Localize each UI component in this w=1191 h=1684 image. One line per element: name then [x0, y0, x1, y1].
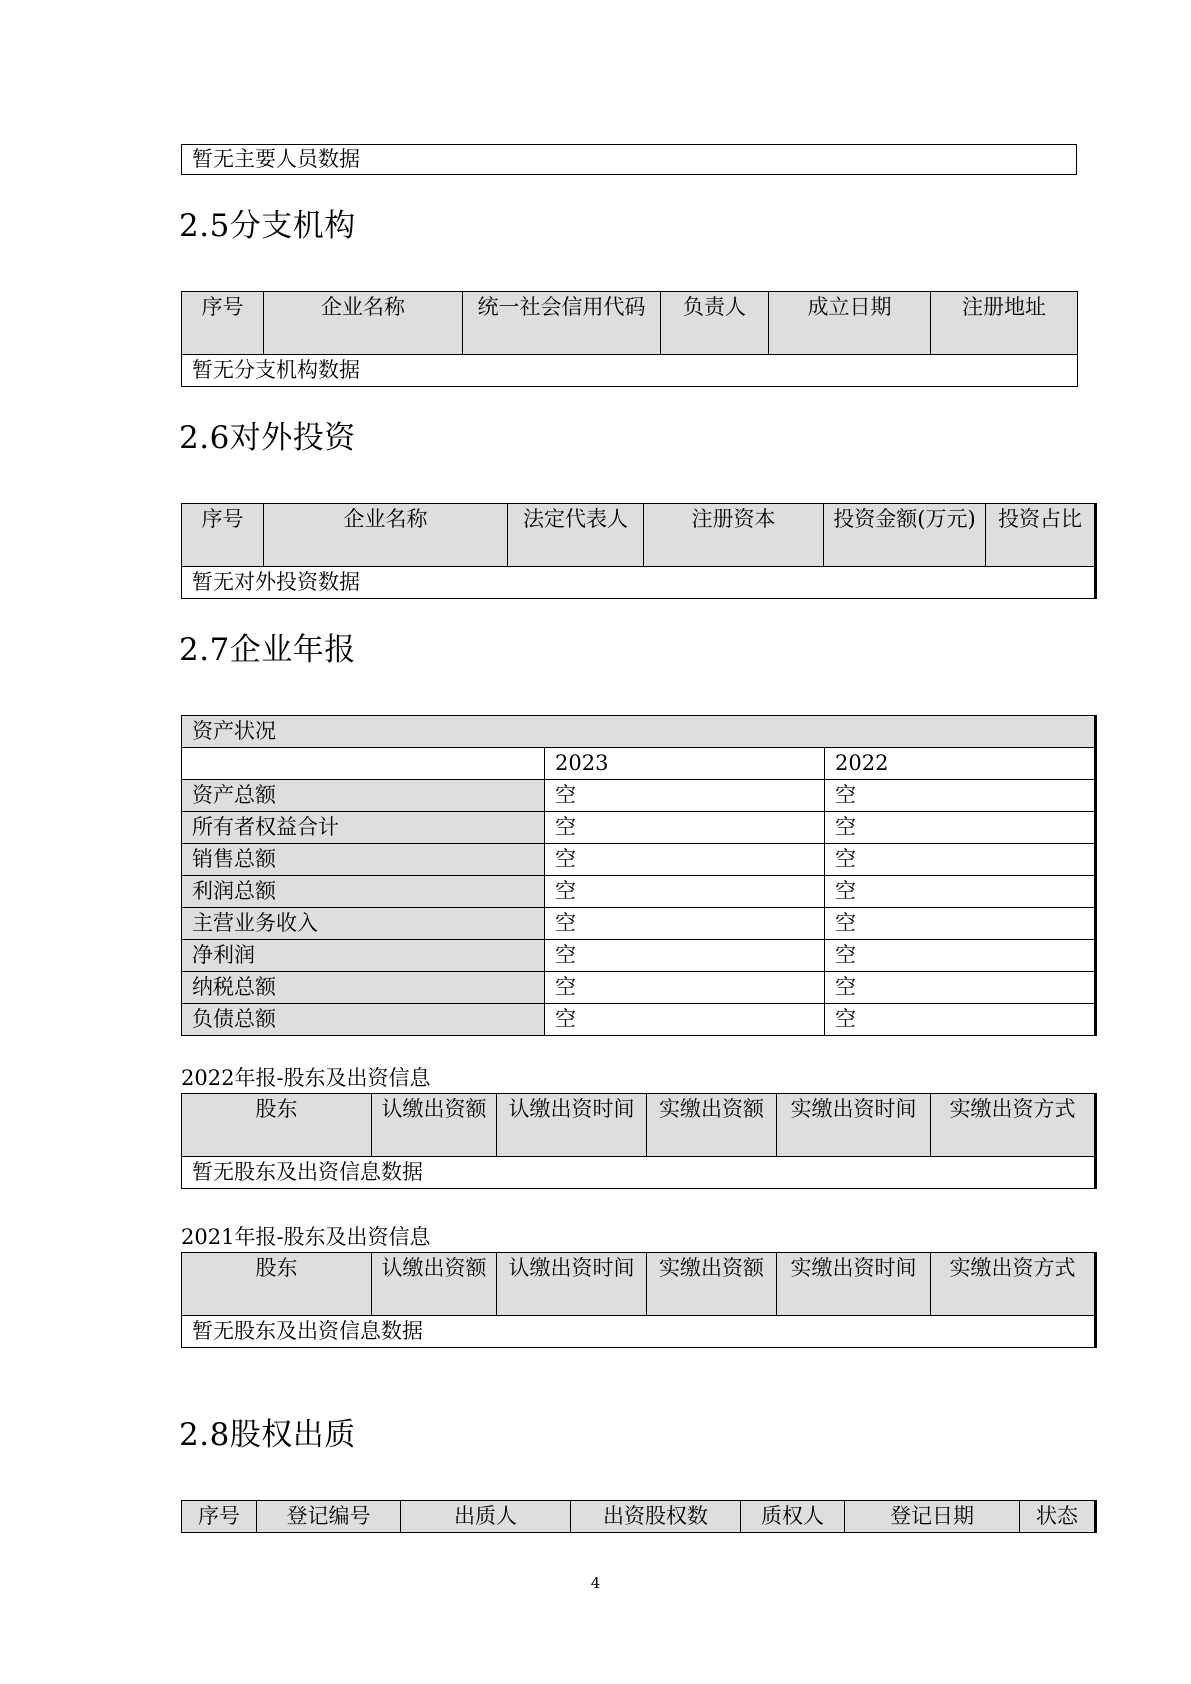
- year-header-2022: 2022: [825, 748, 1096, 780]
- asset-row-label: 所有者权益合计: [182, 812, 545, 844]
- section-title-equity-pledge: 2.8股权出质: [179, 1417, 356, 1453]
- asset-row-value-2022: 空: [825, 972, 1096, 1004]
- shareholders-header-cell: 认缴出资时间: [497, 1094, 647, 1157]
- pledge-header-cell: 出质人: [401, 1501, 571, 1533]
- section-title-annual-report: 2.7企业年报: [179, 632, 356, 668]
- shareholders-2022-empty-row: 暂无股东及出资信息数据: [182, 1157, 1096, 1189]
- page-number: 4: [590, 1574, 601, 1592]
- asset-row-value-2022: 空: [825, 780, 1096, 812]
- shareholders-header-cell: 认缴出资额: [372, 1253, 497, 1316]
- shareholders-2021-table: [181, 1252, 1097, 1348]
- investments-header-cell: 投资金额(万元): [824, 504, 986, 567]
- branches-header-cell: 企业名称: [264, 292, 463, 355]
- shareholders-2022-caption: 2022年报-股东及出资信息: [181, 1066, 431, 1090]
- shareholders-header-cell: 实缴出资时间: [777, 1094, 931, 1157]
- pledge-header-cell: 出资股权数: [571, 1501, 741, 1533]
- asset-row-value-2022: 空: [825, 812, 1096, 844]
- shareholders-header-cell: 实缴出资方式: [931, 1253, 1096, 1316]
- asset-row-value-2023: 空: [545, 908, 825, 940]
- branches-header-cell: 成立日期: [769, 292, 931, 355]
- asset-row-value-2022: 空: [825, 908, 1096, 940]
- asset-row-value-2023: 空: [545, 780, 825, 812]
- shareholders-header-cell: 实缴出资额: [647, 1094, 777, 1157]
- shareholders-2021-empty-row: 暂无股东及出资信息数据: [182, 1316, 1096, 1348]
- investments-empty-row: 暂无对外投资数据: [182, 567, 1096, 599]
- year-header-2023: 2023: [545, 748, 825, 780]
- shareholders-header-cell: 认缴出资时间: [497, 1253, 647, 1316]
- shareholders-header-cell: 股东: [182, 1094, 372, 1157]
- asset-row-label: 主营业务收入: [182, 908, 545, 940]
- asset-row-label: 负债总额: [182, 1004, 545, 1036]
- asset-row-value-2023: 空: [545, 1004, 825, 1036]
- shareholders-header-cell: 认缴出资额: [372, 1094, 497, 1157]
- branches-header-cell: 统一社会信用代码: [463, 292, 661, 355]
- asset-row-value-2023: 空: [545, 844, 825, 876]
- section-title-investments: 2.6对外投资: [179, 420, 356, 456]
- investments-table: [181, 503, 1097, 599]
- pledge-header-cell: 状态: [1020, 1501, 1096, 1533]
- asset-row-value-2022: 空: [825, 940, 1096, 972]
- equity-pledge-table: [181, 1500, 1097, 1533]
- investments-header-cell: 注册资本: [644, 504, 824, 567]
- asset-row-value-2023: 空: [545, 940, 825, 972]
- asset-row-label: 纳税总额: [182, 972, 545, 1004]
- asset-row-value-2022: 空: [825, 844, 1096, 876]
- branches-header-cell: 注册地址: [931, 292, 1078, 355]
- pledge-header-cell: 登记编号: [257, 1501, 401, 1533]
- shareholders-2022-table: [181, 1093, 1097, 1189]
- asset-row-value-2023: 空: [545, 812, 825, 844]
- investments-header-cell: 序号: [182, 504, 264, 567]
- branches-empty-row: 暂无分支机构数据: [182, 355, 1078, 387]
- branches-table: [181, 291, 1078, 387]
- shareholders-2021-caption: 2021年报-股东及出资信息: [181, 1225, 431, 1249]
- branches-header-cell: 负责人: [661, 292, 769, 355]
- asset-row-label: 资产总额: [182, 780, 545, 812]
- shareholders-header-cell: 股东: [182, 1253, 372, 1316]
- pledge-header-cell: 登记日期: [845, 1501, 1020, 1533]
- shareholders-header-cell: 实缴出资时间: [777, 1253, 931, 1316]
- branches-header-cell: 序号: [182, 292, 264, 355]
- pledge-header-cell: 序号: [182, 1501, 257, 1533]
- asset-row-value-2022: 空: [825, 1004, 1096, 1036]
- asset-status-table: [181, 715, 1097, 1036]
- asset-row-label: 销售总额: [182, 844, 545, 876]
- section-title-branches: 2.5分支机构: [179, 208, 356, 244]
- investments-header-cell: 投资占比: [986, 504, 1096, 567]
- investments-header-cell: 企业名称: [264, 504, 508, 567]
- asset-row-value-2022: 空: [825, 876, 1096, 908]
- asset-status-header: 资产状况: [182, 716, 1096, 748]
- year-header-blank: [182, 748, 545, 780]
- shareholders-header-cell: 实缴出资方式: [931, 1094, 1096, 1157]
- asset-row-value-2023: 空: [545, 876, 825, 908]
- personnel-empty-row: 暂无主要人员数据: [181, 144, 1077, 175]
- shareholders-header-cell: 实缴出资额: [647, 1253, 777, 1316]
- pledge-header-cell: 质权人: [741, 1501, 845, 1533]
- asset-row-label: 净利润: [182, 940, 545, 972]
- asset-row-label: 利润总额: [182, 876, 545, 908]
- investments-header-cell: 法定代表人: [508, 504, 644, 567]
- asset-row-value-2023: 空: [545, 972, 825, 1004]
